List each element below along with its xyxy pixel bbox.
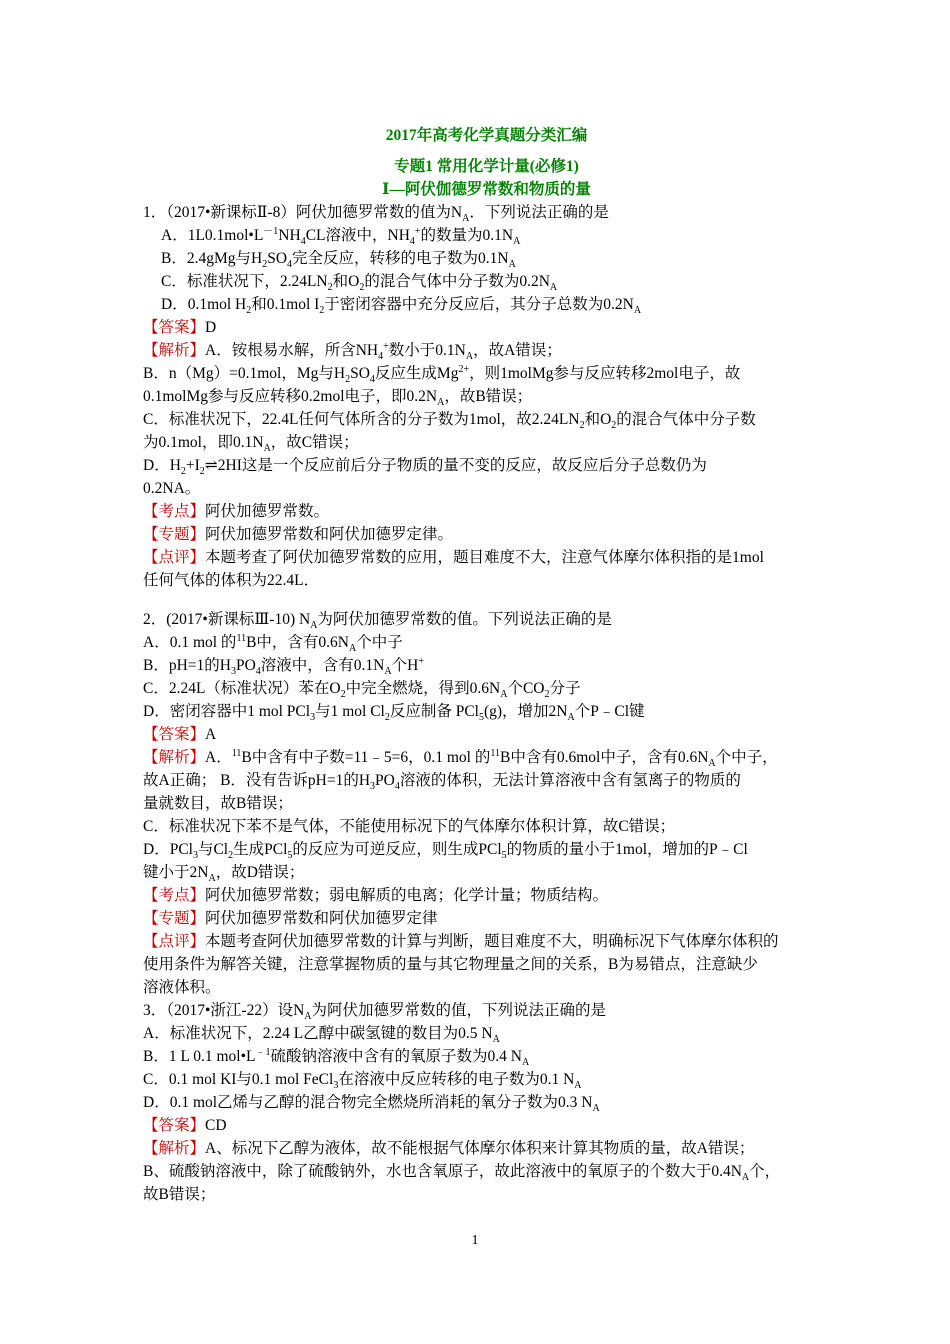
q1-explanation-line: B．n（Mg）=0.1mol，Mg与$H_2SO_4$反应生成$Mg^{2+}$，则1molMg参与反应转移2mol电子，故: [143, 363, 741, 386]
q2-comment-line: 使用条件为解答关键，注意掌握物质的量与其它物理量之间的关系，B为易错点，注意缺少: [143, 956, 758, 973]
spacer: [143, 592, 830, 608]
q2-comment-line: 溶液体积。: [143, 979, 221, 996]
q1-option-b: B．2.4gMg与$H_2SO_4$完全反应，转移的电子数为$0.1N_A$: [161, 250, 516, 271]
q1-answer: 【答案】D: [143, 319, 217, 336]
q2-explanation-line: 键小于$2N_A$，故D错误；: [143, 864, 305, 885]
q1-comment-line: 任何气体的体积为22.4L．: [143, 572, 320, 589]
q3-option-b: B．1 L 0.1 $mol•L^{﹣1}$硫酸钠溶液中含有的氧原子数为0.4 $N_A$: [143, 1046, 530, 1069]
topic-title: 专题1 常用化学计量(必修1): [394, 158, 579, 175]
q2-option-b: B．pH=1的$H_3PO_4$溶液中，含有$0.1N_A$个H+: [143, 655, 424, 678]
q1-explanation-line: C．标准状况下，22.4L任何气体所含的分子数为1mol，故$2.24LN_2$和$O_2$的混合气体中分子数: [143, 411, 756, 432]
q1-option-c: C．标准状况下，$2.24LN_2$和$O_2$的混合气体中分子数为$0.2N_A$: [161, 273, 558, 294]
q3-option-d: D．0.1 mol乙烯与乙醇的混合物完全燃烧所消耗的氧分子数为0.3 $N_A$: [143, 1094, 600, 1115]
q2-explanation: 【解析】A．$^{11}$B中含有中子数=11﹣5=6，0.1 mol 的$^{11}$B中含有0.6mol中子，含有$0.6N_A$个中子，: [143, 747, 778, 770]
q2-explanation-line: 故A正确； B．没有告诉pH=1的$H_3PO_4$溶液的体积，无法计算溶液中含有氢离子的物质的: [143, 772, 741, 793]
q1-topic: 【专题】阿伏加德罗常数和阿伏加德罗定律。: [143, 526, 454, 543]
q2-stem: 2．(2017•新课标Ⅲ-10) $N_A$为阿伏加德罗常数的值。下列说法正确的是: [143, 611, 612, 632]
q2-option-d: D．密闭容器中1 mol PCl$_3$与1 mol $Cl_2$反应制备 PCl$_5$(g)，增加$2N_A$个P﹣Cl键: [143, 703, 645, 724]
q3-explanation: 【解析】A、标况下乙醇为液体，故不能根据气体摩尔体积来计算其物质的量，故A错误；: [143, 1140, 755, 1157]
q1-explanation-line: 0.1molMg参与反应转移0.2mol电子，即$0.2N_A$，故B错误；: [143, 388, 533, 409]
q1-explanation-line: D．$H_2+I_2\rightleftharpoons 2HI$这是一个反应前后分子物质的量不变的反应，故反应后分子总数仍为: [143, 457, 707, 478]
page-number: 1: [471, 1233, 479, 1248]
q1-stem: 1．（2017•新课标Ⅱ-8）阿伏加德罗常数的值为$N_A$．下列说法正确的是: [143, 204, 609, 225]
section-title: Ⅰ—阿伏伽德罗常数和物质的量: [382, 181, 591, 198]
q1-comment: 【点评】本题考查了阿伏加德罗常数的应用，题目难度不大，注意气体摩尔体积指的是1mol: [143, 549, 764, 566]
q3-stem: 3．（2017•浙江-22）设$N_A$为阿伏加德罗常数的值，下列说法正确的是: [143, 1002, 607, 1023]
q3-option-a: A．标准状况下，2.24 L乙醇中碳氢键的数目为0.5 $N_A$: [143, 1025, 500, 1046]
q2-explanation-line: C．标准状况下苯不是气体，不能使用标况下的气体摩尔体积计算，故C错误；: [143, 818, 676, 835]
q1-explanation-line: 0.2NA。: [143, 480, 201, 497]
q2-topic: 【专题】阿伏加德罗常数和阿伏加德罗定律: [143, 910, 438, 927]
q2-option-c: C．2.24L（标准状况）苯在$O_2$中完全燃烧，得到$0.6N_A$个$CO_2$分子: [143, 680, 581, 701]
q1-key-point: 【考点】阿伏加德罗常数。: [143, 503, 330, 520]
document-title: 2017年高考化学真题分类汇编: [385, 127, 588, 144]
q3-explanation-line: 故B错误；: [143, 1186, 216, 1203]
q3-option-c: C．0.1 mol KI与0.1 mol FeCl$_3$在溶液中反应转移的电子数为0.1 $N_A$: [143, 1071, 582, 1092]
q1-explanation: 【解析】A．铵根易水解，所含$NH_4^+$数小于$0.1N_A$，故A错误；: [143, 340, 562, 363]
q2-explanation-line: 量就数目，故B错误；: [143, 795, 293, 812]
q1-option-a: A．$1L0.1mol•L^{-1}NH_4CL$溶液中，$NH_4^+$的数量为$0.1N_A$: [161, 225, 521, 248]
q2-option-a: A．0.1 mol 的$^{11}$B中，含有$0.6N_A$个中子: [143, 632, 403, 655]
q1-option-d: D．0.1mol $H_2$和0.1mol $I_2$于密闭容器中充分反应后，其分子总数为$0.2N_A$: [161, 296, 642, 317]
q2-key-point: 【考点】阿伏加德罗常数；弱电解质的电离；化学计量；物质结构。: [143, 887, 609, 904]
q1-explanation-line: 为0.1mol，即$0.1N_A$，故C错误；: [143, 434, 359, 455]
q2-explanation-line: D．PCl$_3$与$Cl_2$生成PCl$_5$的反应为可逆反应，则生成PCl$_5$的物质的量小于1mol，增加的P﹣Cl: [143, 841, 748, 862]
q2-answer: 【答案】A: [143, 726, 217, 743]
q2-comment: 【点评】本题考查阿伏加德罗常数的计算与判断，题目难度不大，明确标况下气体摩尔体积的: [143, 933, 779, 950]
q3-answer: 【答案】CD: [143, 1117, 227, 1134]
q3-explanation-line: B、硫酸钠溶液中，除了硫酸钠外，水也含氧原子，故此溶液中的氧原子的个数大于$0.4N_A$个，: [143, 1163, 781, 1184]
